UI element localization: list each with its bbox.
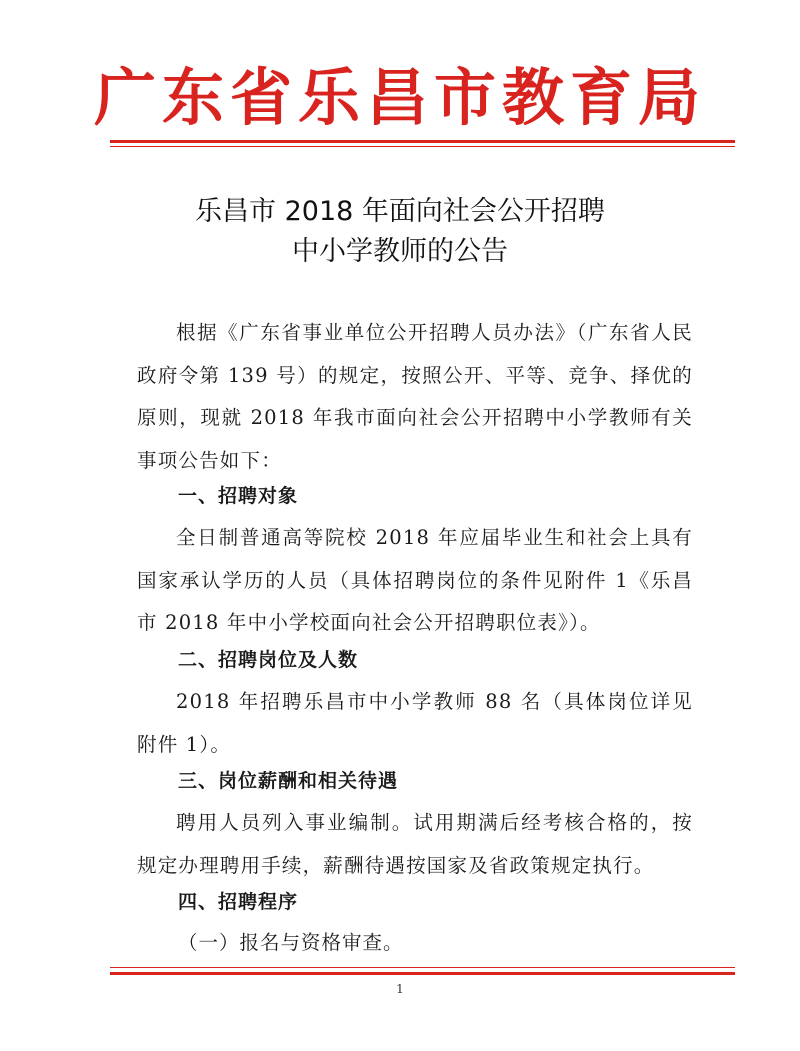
document-title-line1: 乐昌市 2018 年面向社会公开招聘: [195, 196, 605, 227]
section3-heading: 三、岗位薪酬和相关待遇: [178, 770, 399, 792]
letterhead-title: 广东省乐昌市教育局: [93, 61, 706, 134]
section1-body: 全日制普通高等院校 2018 年应届毕业生和社会上具有国家承认学历的人员（具体招聘岗位的条件见附件 1《乐昌市 2018 年中小学校面向社会公开招聘职位表》）。: [137, 526, 693, 634]
section2-heading: 二、招聘岗位及人数: [178, 649, 359, 671]
page-number: 1: [396, 982, 404, 996]
footer-rule-thick: [110, 972, 735, 975]
letterhead-rule-thick: [110, 140, 735, 143]
section4-subheading-1: （一）报名与资格审查。: [178, 931, 404, 954]
section2-body: 2018 年招聘乐昌市中小学教师 88 名（具体岗位详见附件 1）。: [137, 690, 693, 756]
section4-heading: 四、招聘程序: [178, 891, 299, 913]
document-title-line2: 中小学教师的公告: [292, 236, 508, 267]
intro-paragraph: 根据《广东省事业单位公开招聘人员办法》（广东省人民政府令第 139 号）的规定，按照公开、平等、竞争、择优的原则，现就 2018 年我市面向社会公开招聘中小学教师有关事项公告如下：: [137, 321, 693, 472]
footer-rule-thin: [110, 967, 735, 968]
section1-heading: 一、招聘对象: [178, 485, 299, 507]
section3-body: 聘用人员列入事业编制。试用期满后经考核合格的，按规定办理聘用手续，薪酬待遇按国家及省政策规定执行。: [137, 811, 693, 877]
letterhead-rule-thin: [110, 146, 735, 147]
